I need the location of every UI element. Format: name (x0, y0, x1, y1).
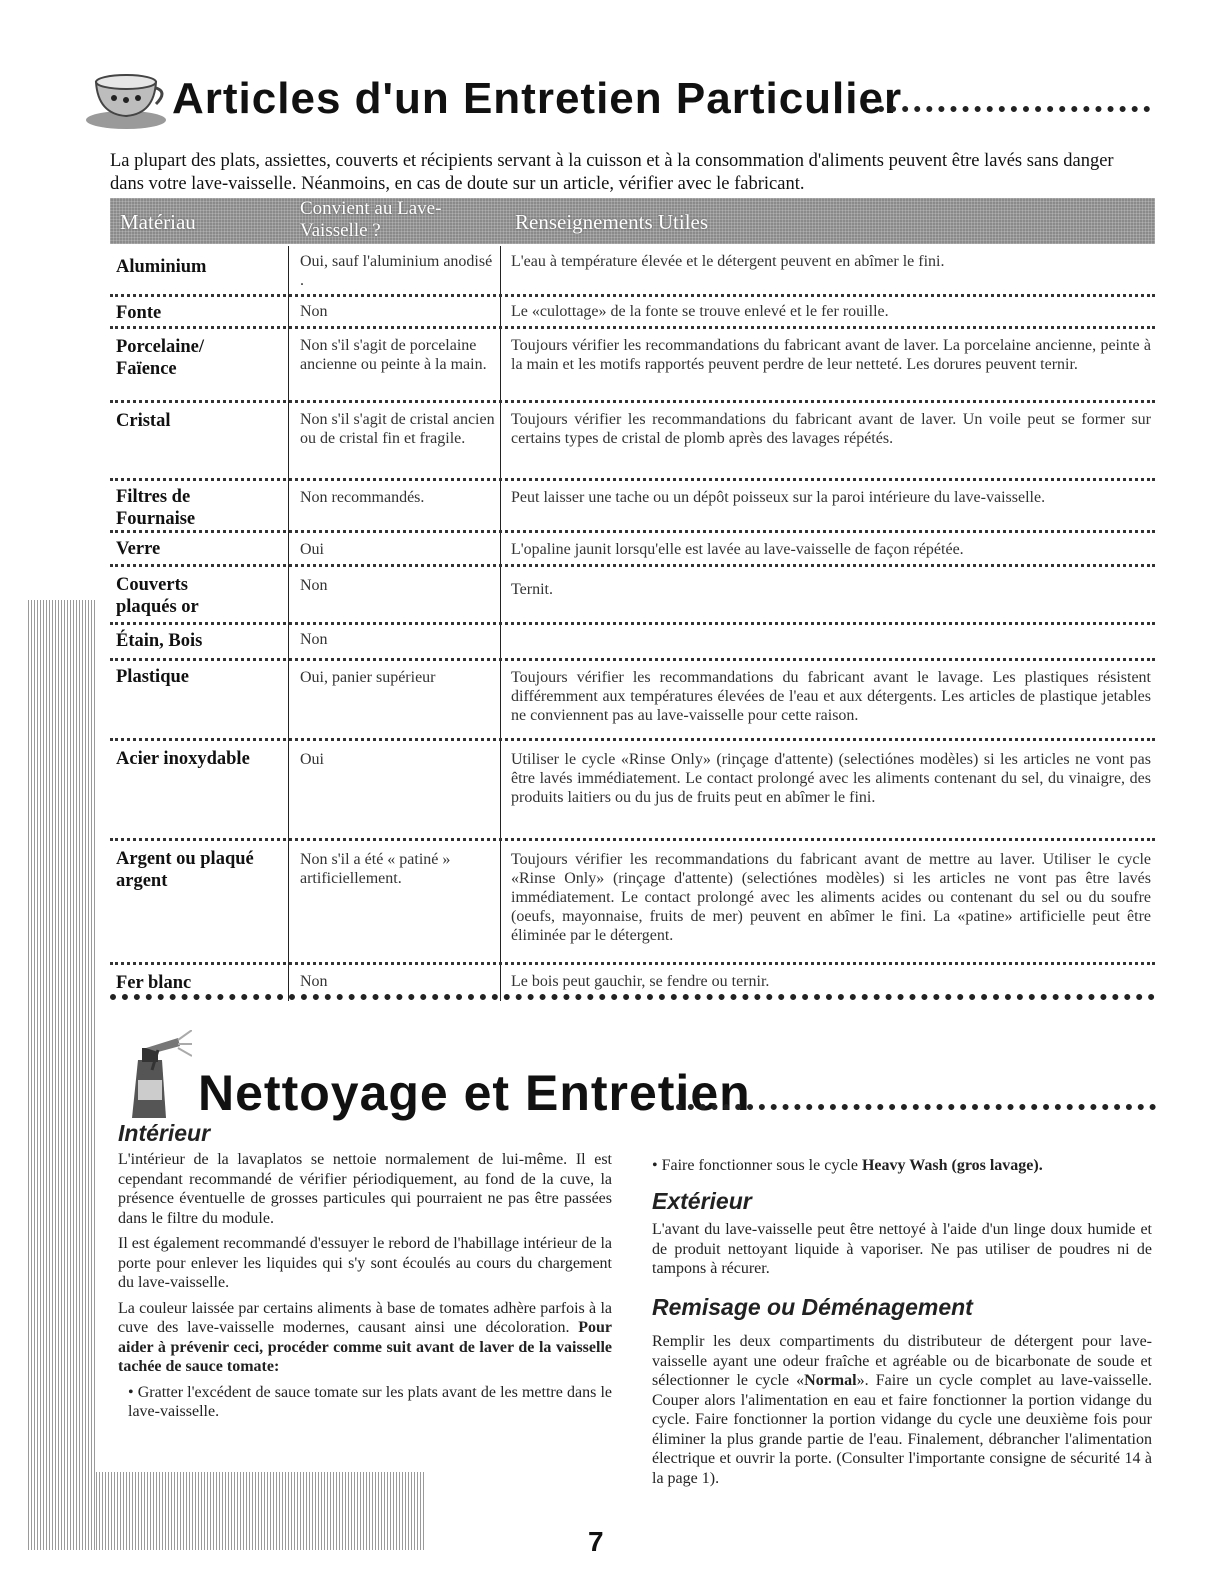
interieur-p3-text: La couleur laissée par certains aliments à base de tomates adhère parfois à la cuve des lave-vaisselle modernes, causant ainsi une décoloration. (118, 1299, 612, 1336)
safe-couverts: Non (300, 577, 328, 594)
safe-fonte: Non (300, 303, 328, 320)
remisage-text-end: ». Faire un cycle complet au lave-vaisselle. Couper alors l'alimentation en eau et faire fonctionner la portion vidange du cycle. Faire fonctionner la portion vidange du cycle une deuxième fois pour éliminer la plus grande partie de l'eau. Finalement, débrancher l'alimentation électrique et ouvrir la porte. (Consulter l'importante consigne de sécurité 14 à la page 1). (652, 1372, 1152, 1487)
table-header (110, 198, 1155, 244)
interieur-paragraph-3 (118, 1299, 612, 1377)
row-divider (110, 738, 1155, 741)
interieur-paragraph-2: Il est également recommandé d'essuyer le rebord de l'habillage intérieur de la porte pour enlever les liquides qui s'y sont écoulés au cours du chargement du lave-vaisselle. (118, 1235, 612, 1291)
row-divider (110, 564, 1155, 567)
info-plastique: Toujours vérifier les recommandations du fabricant avant le lavage. Les plastiques résistent différemment aux températures élevées de l'eau et aux détergents. Les articles de plastique jetables ne conviennent pas au lave-vaisselle pour cette raison. (511, 669, 1151, 724)
row-divider (110, 400, 1155, 403)
material-porcelaine: Porcelaine/ Faïence (116, 337, 205, 379)
safe-acier: Oui (300, 751, 324, 768)
material-fonte: Fonte (116, 303, 162, 323)
title-dots (878, 106, 1150, 112)
material-couverts: Couverts plaqués or (116, 575, 199, 617)
material-fer-blanc: Fer blanc (116, 973, 192, 993)
info-cristal: Toujours vérifier les recommandations du fabricant avant de laver. Un voile peut se former sur certains types de cristal de plomb après des lavages répétés. (511, 411, 1151, 447)
safe-plastique: Oui, panier supérieur (300, 669, 436, 686)
material-filtres: Filtres de Fournaise (116, 487, 196, 529)
row-divider (110, 326, 1155, 329)
info-aluminium: L'eau à température élevée et le détergent peuvent en abîmer le fini. (511, 253, 945, 270)
remisage-text-start: Remplir les deux compartiments du distributeur de détergent pour lave-vaisselle ayant une odeur fraîche et agréable ou de bicarbonate de soude et sélectionner le cycle « (652, 1333, 1152, 1389)
material-acier: Acier inoxydable (116, 749, 250, 769)
decorative-stripe (28, 600, 96, 1550)
safe-fer-blanc: Non (300, 973, 328, 990)
info-argent: Toujours vérifier les recommandations du fabricant avant de mettre au laver. Utiliser le cycle «Rinse Only» (rinçage d'attente) (selectiónes modèles) si les articles ne vont pas être lavés immédiatement. Le contact prolongé avec les aliments acides ou contenant du sel ou du soufre (oeufs, mayonnaise, fruits de mer) peuvent en abîmer le fini. La «patine» artificielle peut être éliminée par le détergent. (511, 851, 1151, 944)
exterieur-text: L'avant du lave-vaisselle peut être nettoyé à l'aide d'un linge doux humide et de produit nettoyant liquide à vaporiser. Ne pas utiliser de poudres ni de tampons à récurer. (652, 1221, 1152, 1277)
safe-filtres: Non recommandés. (300, 489, 425, 506)
info-fonte: Le «culottage» de la fonte se trouve enlevé et le fer rouille. (511, 303, 889, 320)
interieur-bullet-1: • Gratter l'excédent de sauce tomate sur les plats avant de les mettre dans le lave-vaisselle. (128, 1383, 612, 1420)
header-dishwasher-safe-2: Vaisselle ? (300, 220, 381, 241)
safe-argent: Non s'il a été « patiné » artificiellement. (300, 851, 451, 887)
info-fer-blanc: Le bois peut gauchir, se fendre ou ternir. (511, 973, 770, 990)
spray-bottle-icon (118, 1030, 192, 1120)
section-title-nettoyage: Nettoyage et Entretien (198, 1065, 751, 1121)
safe-porcelaine: Non s'il s'agit de porcelaine ancienne ou peinte à la main. (300, 337, 487, 373)
page-number: 7 (588, 1526, 605, 1557)
material-etain-bois: Étain, Bois (116, 631, 203, 651)
header-dishwasher-safe-1: Convient au Lave- (300, 198, 442, 219)
heading-exterieur: Extérieur (652, 1188, 752, 1214)
row-divider (110, 838, 1155, 841)
intro-text: La plupart des plats, assiettes, couverts et récipients servant à la cuisson et à la consommation d'aliments peuvent être lavés sans danger dans votre lave-vaisselle. Néanmoins, en cas de doute sur un article, vérifier avec le fabricant. (110, 151, 1114, 194)
header-material: Matériau (120, 210, 196, 234)
remisage-text (652, 1332, 1152, 1488)
info-verre: L'opaline jaunit lorsqu'elle est lavée au lave-vaisselle de façon répétée. (511, 541, 964, 558)
heading-remisage: Remisage ou Déménagement (652, 1294, 973, 1320)
info-couverts: Ternit. (511, 581, 553, 598)
title-dots-2 (676, 1104, 1156, 1110)
material-cristal: Cristal (116, 411, 171, 431)
interieur-text (118, 1150, 612, 1428)
info-acier: Utiliser le cycle «Rinse Only» (rinçage d'attente) (selectiónes modèles) si les articles ne vont pas être lavés immédiatement. Le contact prolongé avec les aliments contenant du sel, du vinaigre, des produits laitiers ou du jus de fruits peut en abîmer le fini. (511, 751, 1151, 806)
material-aluminium: Aluminium (116, 257, 207, 277)
interieur-paragraph-1: L'intérieur de la lavaplatos se nettoie normalement de lui-même. Il est cependant recommandé de vérifier périodiquement, au fond de la cuve, la présence éventuelle de grosses particules qui pourraient ne pas être passées dans le filtre du module. (118, 1151, 612, 1227)
safe-verre: Oui (300, 541, 324, 558)
bullet-2-bold: Heavy Wash (gros lavage). (861, 1157, 1043, 1174)
row-divider (110, 478, 1155, 481)
interieur-bullet-2 (652, 1156, 1152, 1176)
safe-aluminium: Oui, sauf l'aluminium anodisé . (300, 253, 493, 289)
info-filtres: Peut laisser une tache ou un dépôt poisseux sur la paroi intérieure du lave-vaisselle. (511, 489, 1046, 506)
decorative-stripe-bottom (96, 1472, 426, 1550)
bullet-2-text: • Faire fonctionner sous le cycle (652, 1157, 862, 1174)
table-bottom-dots (110, 994, 1155, 1000)
row-divider (110, 658, 1155, 661)
row-divider (110, 962, 1155, 965)
material-plastique: Plastique (116, 667, 189, 687)
material-verre: Verre (116, 539, 161, 559)
header-info: Renseignements Utiles (515, 210, 709, 234)
section-title-articles: Articles d'un Entretien Particulier (172, 74, 903, 123)
safe-cristal: Non s'il s'agit de cristal ancien ou de cristal fin et fragile. (300, 411, 495, 447)
row-divider (110, 530, 1155, 533)
row-divider (110, 622, 1155, 625)
material-argent: Argent ou plaqué argent (116, 849, 254, 891)
row-divider (110, 294, 1155, 297)
heading-interieur: Intérieur (118, 1120, 211, 1146)
teacup-icon (82, 62, 170, 132)
remisage-text-bold: Normal (804, 1372, 857, 1389)
interieur-p3-bold: Pour aider à prévenir ceci, procéder comme suit avant de laver de la vaisselle tachée de sauce tomate: (118, 1319, 612, 1375)
safe-etain-bois: Non (300, 631, 328, 648)
info-porcelaine: Toujours vérifier les recommandations du fabricant avant de laver. La porcelaine ancienne, peinte à la main et les motifs rapportés peuvent perdre de leur netteté. Les dorures peuvent ternir. (511, 337, 1151, 373)
